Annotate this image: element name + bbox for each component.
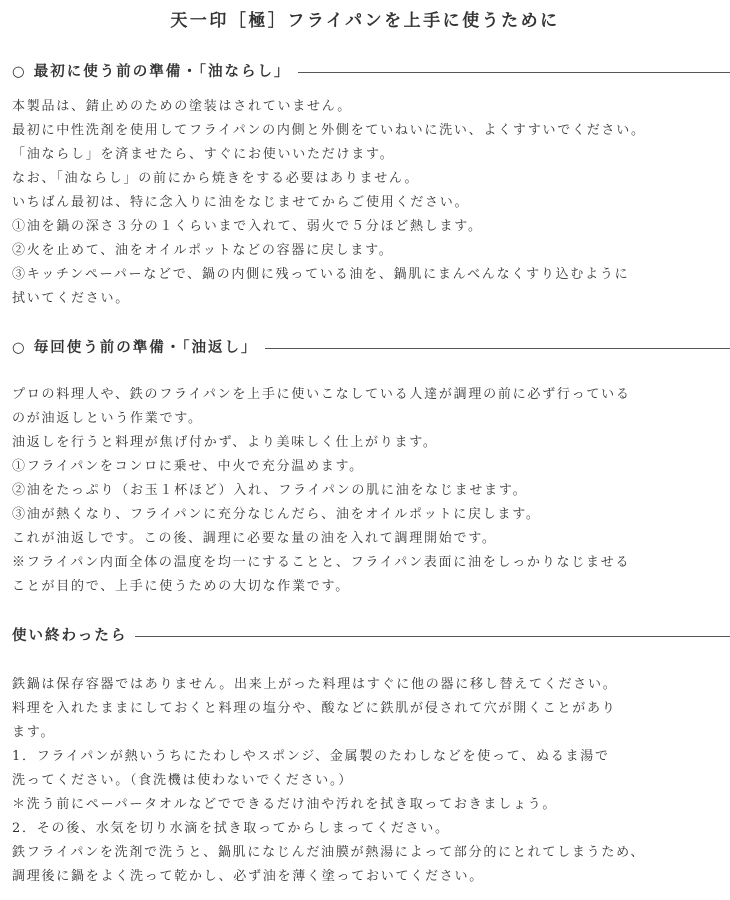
body-line: ③油が熱くなり、フライパンに充分なじんだら、油をオイルポットに戻します。 (12, 507, 541, 522)
body-line: なお、「油ならし」の前にから焼きをする必要はありません。 (12, 171, 420, 186)
body-line: ※フライパン内面全体の温度を均一にすることと、フライパン表面に油をしっかりなじませる (12, 555, 631, 570)
body-line: 鉄鍋は保存容器ではありません。出来上がった料理はすぐに他の器に移し替えてください。 (12, 677, 618, 692)
section-heading-text: ○ 毎回使う前の準備・「油返し」 (12, 339, 258, 356)
heading-divider (298, 72, 730, 73)
body-line: ＊洗う前にペーパータオルなどでできるだけ油や汚れを拭き取っておきましょう。 (12, 797, 558, 812)
body-line: ことが目的で、上手に使うための大切な作業です。 (12, 579, 350, 594)
body-line: 2．その後、水気を切り水滴を拭き取ってからしまってください。 (12, 821, 450, 836)
section-heading-oil-seasoning (12, 61, 730, 83)
section-heading-text: ○ 最初に使う前の準備・「油ならし」 (12, 63, 291, 80)
section-heading-text: 使い終わったら (12, 627, 128, 644)
body-line: のが油返しという作業です。 (12, 411, 203, 426)
section-body-oil-return (12, 383, 728, 599)
section-body-after-use (12, 673, 728, 889)
page-title: 天一印［極］フライパンを上手に使うために (170, 11, 560, 31)
body-line: ①油を鍋の深さ３分の１くらいまで入れて、弱火で５分ほど熱します。 (12, 219, 483, 234)
body-line: 料理を入れたままにしておくと料理の塩分や、酸などに鉄肌が侵されて穴が開くことがあり (12, 701, 617, 716)
section-heading-after-use (12, 625, 730, 647)
body-line: 1．フライパンが熱いうちにたわしやスポンジ、金属製のたわしなどを使って、ぬるま湯で (12, 749, 610, 764)
body-line: 調理後に鍋をよく洗って乾かし、必ず油を薄く塗っておいてください。 (12, 869, 485, 884)
body-line: プロの料理人や、鉄のフライパンを上手に使いこなしている人達が調理の前に必ず行っている (12, 387, 631, 402)
body-line: 本製品は、錆止めのための塗装はされていません。 (12, 99, 353, 114)
body-line: いちばん最初は、特に念入りに油をなじませてからご使用ください。 (12, 195, 470, 210)
body-line: ます。 (12, 725, 56, 740)
body-line: ②火を止めて、油をオイルポットなどの容器に戻します。 (12, 243, 394, 258)
section-heading-oil-return (12, 337, 730, 359)
body-line: 「油ならし」を済ませたら、すぐにお使いいただけます。 (12, 147, 395, 162)
body-line: ①フライパンをコンロに乗せ、中火で充分温めます。 (12, 459, 364, 474)
body-line: ③キッチンペーパーなどで、鍋の内側に残っている油を、鍋肌にまんべんなくすり込むように (12, 267, 630, 282)
body-line: これが油返しです。この後、調理に必要な量の油を入れて調理開始です。 (12, 531, 497, 546)
body-line: 拭いてください。 (12, 291, 131, 306)
section-body-oil-seasoning (12, 95, 728, 311)
heading-divider (135, 636, 730, 637)
body-line: ②油をたっぷり（お玉１杯ほど）入れ、フライパンの肌に油をなじませます。 (12, 483, 528, 498)
body-line: 洗ってください。（食洗機は使わないでください。） (12, 773, 354, 788)
heading-divider (265, 348, 730, 349)
body-line: 最初に中性洗剤を使用してフライパンの内側と外側をていねいに洗い、よくすすいでください。 (12, 123, 646, 138)
body-line: 鉄フライパンを洗剤で洗うと、鍋肌になじんだ油膜が熱湯によって部分的にとれてしまうため、 (12, 845, 646, 860)
body-line: 油返しを行うと料理が焦げ付かず、より美味しく仕上がります。 (12, 435, 438, 450)
